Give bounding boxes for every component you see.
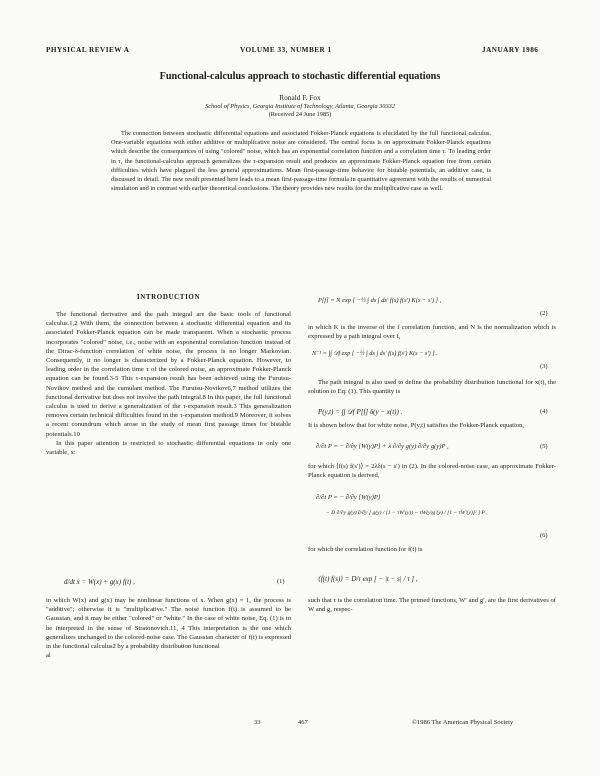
right-paragraph-5	[308, 378, 556, 396]
right-paragraph-7	[308, 462, 556, 480]
right-paragraph-6	[308, 421, 556, 430]
probability-text: The path integral is also used to define the probability distribution functional for x(t), the solution to Eq. (1). This quantity is	[308, 379, 556, 396]
intro-paragraph-1: The functional derivative and the path integral are the basic tools of functional calculus.1,2 With them, the connection between a stochastic differential equation and its associated Fokker-Planck equation can be made transparent. When a stochastic process incorporates "colored" noise, i.e., noise with an exponential correlation function instead of the Dirac-δ-function correlation of white noise, the process is no longer Markovian. Consequently, it no longer is characterized by a Fokker-Planck equation. However, to leading order in the correlation time τ of the colored noise, an approximate Fokker-Planck equation can be found.3-5 This τ-expansion result has been achieved using the Furutsu-Novikov method and the cumulant method. The Furutsu-Novikov6,7 method utilizes the functional derivative but does not involve the path integral.8 In this paper, the full functional calculus is used to derive a generalization of the τ-expansion result.3 This generalization removes certain technical difficulties found in the τ-expansion method.9 Moreover, it solves a recent conundrum which arose in the study of mean first passage times for bistable potentials.10	[46, 311, 291, 438]
abstract	[111, 129, 491, 193]
left-column-lower	[46, 596, 291, 660]
equation-3: N⁻¹ = ∫∫ 𝒟f exp [ −½ ∫ ds ∫ ds′ f(s) f(s′) K(s − s′) ] .	[312, 350, 438, 357]
equation-2: P[f] = N exp [ −½ ∫ ds ∫ ds′ f(s) f(s′) K(s − s′) ] ,	[318, 297, 442, 304]
correlation-time-text: such that τ is the correlation time. The primed functions, W′ and g′, are the first derivatives of W and g, respec-	[308, 597, 556, 614]
equation-1: d/dt x = W(x) + g(x) f(t) ,	[64, 578, 135, 586]
equation-3-number: (3)	[540, 363, 548, 370]
author: Ronald F. Fox	[279, 93, 321, 102]
affiliation: School of Physics, Georgia Institute of Technology, Atlanta, Georgia 30332	[205, 103, 395, 110]
received-date: (Received 24 June 1985)	[268, 111, 332, 118]
equation-5-number: (5)	[540, 443, 548, 450]
correlation-function-text: for which the correlation function for f(t) is	[308, 546, 423, 553]
section-heading: INTRODUCTION	[136, 293, 201, 301]
abstract-text: The connection between stochastic differential equations and associated Fokker-Planck equations is elucidated by the full functional calculus. One-variable equations with either additive or multiplicative noise are considered. The central focus is on approximate Fokker-Planck equations which describe the consequences of using "colored" noise, which has an exponential correlation function and a correlation time τ. To leading order in τ, the functional-calculus approach generalizes the τ-expansion result and produces an approximate Fokker-Planck equation free from certain difficulties which have plagued the less general approximations. Mean first-passage-time behavior for bistable potentials, an additive case, is discussed in detail. The new result presented here leads to a mean first-passage-time formula in quantitative agreement with the results of numerical simulation and in contrast with earlier theoretical conclusions. The theory provides new results for the multiplicative case as well.	[111, 130, 491, 193]
white-noise-text: It is shown below that for white noise, P(y,t) satisfies the Fokker-Planck equation,	[308, 422, 525, 429]
equation-4: P(y,t) = ∫∫ 𝒟f P[f] δ(y − x(t)) .	[318, 408, 403, 416]
colored-noise-text: for which ⟨f(s) f(s′)⟩ = 2λδ(s − s′) in (2). In the colored-noise case, an approximate Fokker-Planck equation is derived,	[308, 463, 556, 480]
equation-6-line-1: ∂/∂t P = − ∂/∂y [W(y)P]	[316, 494, 381, 501]
equation-6-number: (6)	[540, 532, 548, 539]
paper-title: Functional-calculus approach to stochastic differential equations	[159, 71, 441, 82]
equation-4-number: (4)	[540, 408, 548, 415]
intro-paragraph-3: in which W(x) and g(x) may be nonlinear functions of x. When g(x) = 1, the process is "additive"; otherwise it is "multiplicative." The noise function f(t) is assumed to be Gaussian, and it may be either "colored" or "white." In the case of white noise, Eq. (1) is to be interpreted in the sense of Stratonovich.11, 4 This interpretation is the one which generalizes unchanged to the colored-noise case. The Gaussian character of f(t) is expressed in the functional calculus2 by a probability distribution functional	[46, 597, 291, 651]
right-paragraph-9	[308, 596, 556, 614]
equation-6-line-2: − D ∂/∂y g(y) ∂/∂y [ g(y) / (1 − τW′(y)) − τW(y)g′(y) / [1 − τW′(y)]² ] P ,	[326, 510, 488, 516]
volume-footer: 33	[254, 719, 261, 726]
path-integral-text: in which K is the inverse of the f correlation function, and N is the normalization which is expressed by a path integral over f,	[308, 324, 556, 341]
left-column	[46, 310, 291, 457]
right-paragraph-8	[308, 545, 556, 554]
right-paragraph-4	[308, 323, 556, 341]
volume-number: VOLUME 33, NUMBER 1	[240, 46, 332, 54]
issue-date: JANUARY 1986	[482, 46, 539, 54]
copyright: ©1986 The American Physical Society	[412, 719, 514, 726]
journal-name: PHYSICAL REVIEW A	[46, 46, 130, 54]
intro-paragraph-2: In this paper attention is restricted to stochastic differential equations in only one variable, x:	[46, 439, 291, 457]
equation-7: ⟨f(t) f(s)⟩ = D/τ exp [ − |t − s| / τ ] ,	[318, 575, 418, 583]
equation-2-number: (2)	[540, 310, 548, 317]
equation-1-number: (1)	[277, 578, 285, 585]
intro-paragraph-3-end: al	[46, 652, 51, 660]
page-number: 467	[298, 719, 308, 726]
equation-5: ∂/∂t P = − ∂/∂y [W(y)P] + λ ∂/∂y g(y) ∂/∂y g(y)P ,	[316, 443, 449, 450]
